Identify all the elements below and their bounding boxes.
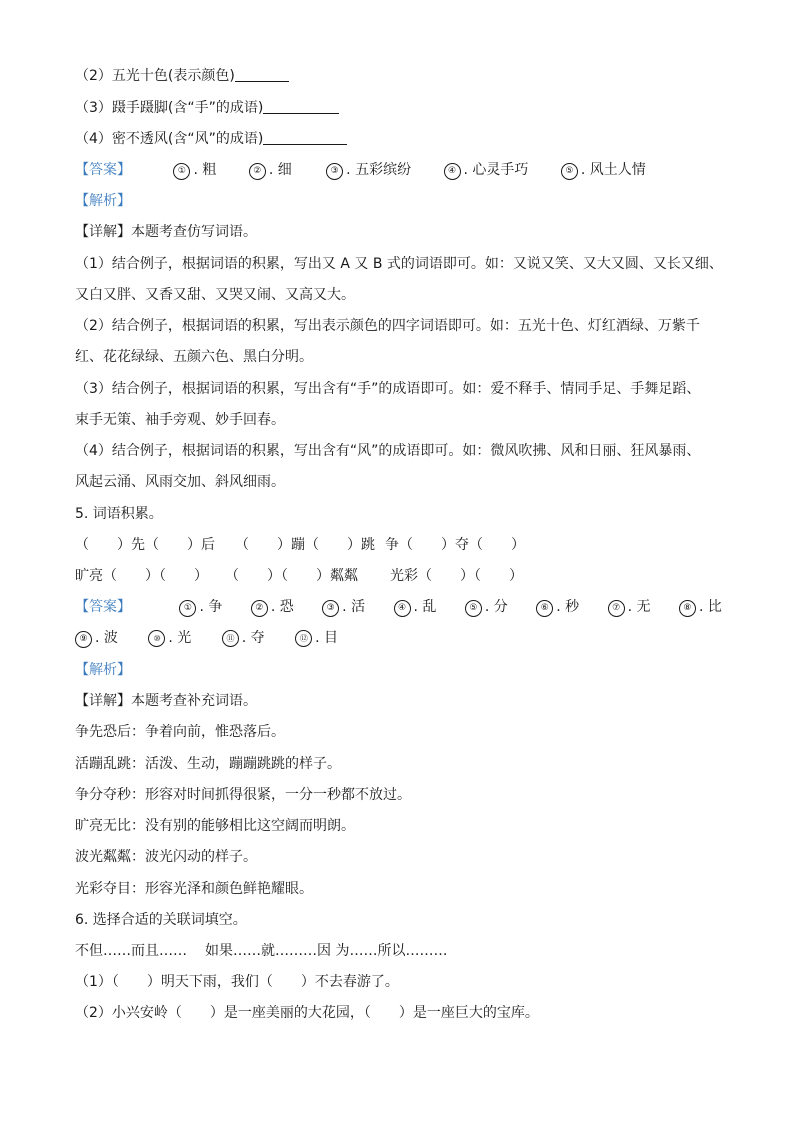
q4-item-2-text: （2）五光十色(表示颜色) <box>75 68 235 84</box>
conjunction-option: 不但……而且…… <box>75 943 187 959</box>
answer-blank[interactable] <box>263 99 339 114</box>
detail-heading: 【详解】本题考查仿写词语。 <box>75 224 257 240</box>
conjunction-option: 如果……就………因 为……所以……… <box>205 943 448 959</box>
q4-item-4-text: （4）密不透风(含“风”的成语) <box>75 131 264 147</box>
question-5-title: 5. 词语积累。 <box>75 506 163 522</box>
circled-number: ② <box>251 600 268 617</box>
fill-phrase[interactable]: （ ）蹦（ ）跳 <box>235 537 375 553</box>
q4-item-4 <box>75 129 734 149</box>
answer-item: ⑤ . 风土人情 <box>561 160 646 180</box>
answer-item: ① . 争 <box>179 597 222 617</box>
answer-item: ⑤ . 分 <box>465 597 508 617</box>
q4-item-2 <box>75 66 734 86</box>
q4-item-3 <box>75 98 734 118</box>
answer-item: ⑫ . 目 <box>295 628 338 648</box>
q5-answer-row-1 <box>75 597 734 617</box>
fill-phrase[interactable]: 争（ ）夺（ ） <box>385 537 525 553</box>
q6-item-2[interactable]: （2）小兴安岭（ ）是一座美丽的大花园，（ ）是一座巨大的宝库。 <box>75 1005 539 1021</box>
answer-blank[interactable] <box>263 130 347 145</box>
answer-blank[interactable] <box>235 67 289 82</box>
explanation-line: 旷亮无比：没有别的能够相比这空阔而明朗。 <box>75 818 355 834</box>
q5-fill-row-2 <box>75 566 734 586</box>
answer-item: ⑪ . 夺 <box>222 628 265 648</box>
explanation-line: （4）结合例子，根据词语的积累，写出含有“风”的成语即可。如：微风吹拂、风和日丽、狂风暴雨、 <box>75 443 701 459</box>
q4-answer-row <box>75 160 734 180</box>
explanation-line: 争分夺秒：形容对时间抓得很紧，一分一秒都不放过。 <box>75 787 411 803</box>
explanation-line: 红、花花绿绿、五颜六色、黑白分明。 <box>75 349 313 365</box>
answer-item: ⑥ . 秒 <box>536 597 579 617</box>
q6-item-1[interactable]: （1）（ ）明天下雨，我们（ ）不去春游了。 <box>75 974 399 990</box>
answer-item: ④ . 心灵手巧 <box>444 160 529 180</box>
explanation-line: （3）结合例子，根据词语的积累，写出含有“手”的成语即可。如：爱不释手、情同手足、手舞足蹈、 <box>75 381 701 397</box>
answer-item: ⑩ . 光 <box>148 628 191 648</box>
circled-number: ⑫ <box>295 630 312 647</box>
answer-item: ⑧ . 比 <box>679 597 722 617</box>
q5-answer-row-2 <box>75 628 734 648</box>
circled-number: ⑤ <box>465 600 482 617</box>
answer-item: ② . 细 <box>249 160 292 180</box>
circled-number: ① <box>179 600 196 617</box>
circled-number: ⑦ <box>608 600 625 617</box>
analysis-tag: 【解析】 <box>75 662 131 678</box>
answer-item: ⑨ . 波 <box>75 628 118 648</box>
analysis-tag: 【解析】 <box>75 193 131 209</box>
explanation-line: 又白又胖、又香又甜、又哭又闹、又高又大。 <box>75 287 355 303</box>
question-6-title: 6. 选择合适的关联词填空。 <box>75 912 247 928</box>
circled-number: ② <box>249 163 266 180</box>
answer-item: ③ . 活 <box>322 597 365 617</box>
q4-item-3-text: （3）蹑手蹑脚(含“手”的成语) <box>75 100 264 116</box>
circled-number: ⑥ <box>536 600 553 617</box>
circled-number: ① <box>173 163 190 180</box>
fill-phrase[interactable]: （ ）先（ ）后 <box>75 537 215 553</box>
answer-tag: 【答案】 <box>75 162 131 178</box>
explanation-line: （2）结合例子，根据词语的积累，写出表示颜色的四字词语即可。如：五光十色、灯红酒绿、万紫千 <box>75 318 700 334</box>
explanation-line: 风起云涌、风雨交加、斜风细雨。 <box>75 474 285 490</box>
answer-item: ③ . 五彩缤纷 <box>326 160 411 180</box>
answer-item: ④ . 乱 <box>394 597 437 617</box>
circled-number: ③ <box>326 163 343 180</box>
circled-number: ④ <box>444 163 461 180</box>
fill-phrase[interactable]: （ ）（ ）粼粼 <box>225 568 358 584</box>
answer-item: ② . 恐 <box>251 597 294 617</box>
fill-phrase[interactable]: 光彩（ ）（ ） <box>390 568 523 584</box>
q5-fill-row-1 <box>75 535 734 555</box>
detail-heading: 【详解】本题考查补充词语。 <box>75 693 257 709</box>
circled-number: ⑤ <box>561 163 578 180</box>
explanation-line: （1）结合例子，根据词语的积累，写出又 A 又 B 式的词语即可。如：又说又笑、又大又圆、又长又细、 <box>75 256 723 272</box>
circled-number: ⑪ <box>222 630 239 647</box>
fill-phrase[interactable]: 旷亮（ ）（ ） <box>75 568 208 584</box>
explanation-line: 束手无策、袖手旁观、妙手回春。 <box>75 412 285 428</box>
explanation-line: 争先恐后：争着向前，惟恐落后。 <box>75 724 285 740</box>
circled-number: ⑩ <box>148 630 165 647</box>
explanation-line: 波光粼粼：波光闪动的样子。 <box>75 849 257 865</box>
explanation-line: 活蹦乱跳：活泼、生动，蹦蹦跳跳的样子。 <box>75 756 341 772</box>
circled-number: ⑨ <box>75 631 92 648</box>
circled-number: ⑧ <box>679 600 696 617</box>
circled-number: ④ <box>394 600 411 617</box>
q6-options <box>75 941 734 961</box>
answer-item: ⑦ . 无 <box>608 597 651 617</box>
explanation-line: 光彩夺目：形容光泽和颜色鲜艳耀眼。 <box>75 881 313 897</box>
circled-number: ③ <box>322 600 339 617</box>
answer-tag: 【答案】 <box>75 599 131 615</box>
answer-item: ① . 粗 <box>173 160 216 180</box>
